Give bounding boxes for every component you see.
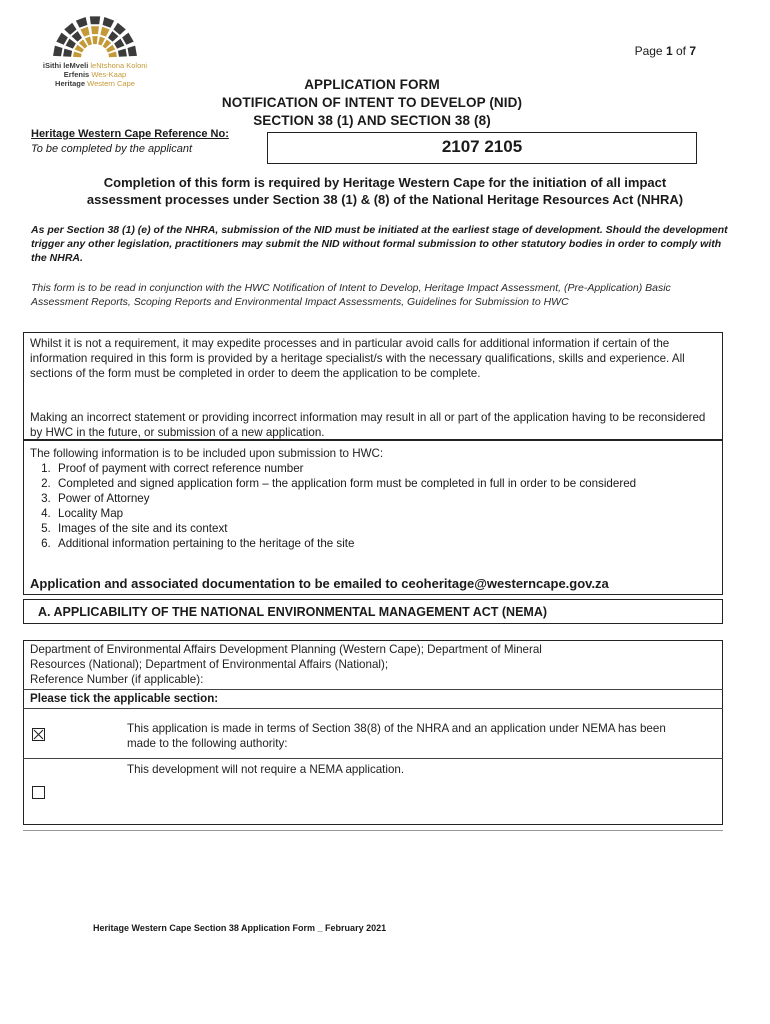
logo-fan-block [122, 33, 134, 45]
page-footer: Heritage Western Cape Section 38 Application Form _ February 2021 [93, 923, 387, 933]
logo-fan-block [118, 49, 127, 57]
nema-applied-checkbox[interactable] [32, 728, 45, 741]
heritage-western-cape-logo [36, 8, 154, 88]
logo-fan-icon [36, 8, 154, 60]
logo-fan-block [80, 27, 89, 37]
list-item: 6. Additional information pertaining to the heritage of the site [54, 536, 764, 551]
logo-fan-block [108, 52, 117, 58]
page-number [635, 44, 696, 58]
tick-instruction: Please tick the applicable section: [30, 692, 219, 705]
divider [23, 708, 723, 709]
list-item: 2. Completed and signed application form – the application form must be completed in full in order to be considered [54, 476, 764, 491]
logo-text-afrikaans-gold: Wes-Kaap [91, 70, 127, 79]
intro-line-2: assessment processes under Section 38 (1) & (8) of the National Heritage Resources Act (NHRA) [86, 192, 684, 207]
logo-fan-block [63, 49, 72, 57]
logo-fan-block [66, 39, 76, 49]
notice-paragraph-1: Whilst it is not a requirement, it may expedite processes and in particular avoid calls for additional information if certain of the information required in this form is provided by a heritage specialist/s with the necessary qualifications, skills and experience. All sections of the form must be completed in order to deem the application to be complete. [30, 337, 685, 380]
dept-line-1: Department of Environmental Affairs Development Planning (Western Cape); Department of Mineral [30, 643, 542, 656]
logo-text-english-dark: Heritage [55, 79, 88, 88]
notice-paragraph-2: Making an incorrect statement or providing incorrect information may result in all or part of the application having to be reconsidered by HWC in the future, or submission of a new application. [30, 411, 706, 439]
logo-fan-block [90, 16, 100, 24]
logo-fan-block [100, 27, 109, 37]
logo-fan-block [56, 33, 68, 45]
logo-fan-block [108, 31, 118, 42]
page-current: 1 [665, 44, 673, 58]
logo-text-afrikaans-dark: Erfenis [63, 70, 92, 79]
list-item: 3. Power of Attorney [54, 491, 764, 506]
x-mark-icon [33, 729, 44, 740]
logo-fan-block [103, 17, 115, 28]
list-item: 4. Locality Map [54, 506, 764, 521]
divider [23, 689, 723, 690]
requirements-list [8, 461, 764, 551]
read-in-conjunction-note: This form is to be read in conjunction with the HWC Notification of Intent to Develop, Heritage Impact Assessment, (Pre-Application) Basic Assessment Reports, Scoping Reports and Environmental Impact Assessments, Guidelines for Submission to HWC [31, 282, 671, 308]
logo-fan-block [73, 52, 82, 58]
reference-value: 2107 2105 [441, 137, 523, 156]
reference-number-label: Reference Number (if applicable): [30, 673, 204, 686]
logo-text-xhosa-gold: leNtshona Koloni [90, 61, 148, 70]
nhra-note: As per Section 38 (1) (e) of the NHRA, submission of the NID must be initiated at the earliest stage of development. Should the development trigger any other legislation, practitioners may submit the NID without formal submission to other statutory bodies in order to comply with the NHRA. [31, 224, 728, 264]
page-label: Page [634, 44, 666, 58]
logo-fan-block [113, 23, 125, 35]
reference-label: Heritage Western Cape Reference No: [31, 128, 229, 140]
email-instruction: Application and associated documentation to be emailed to ceoheritage@westerncape.gov.za [30, 576, 609, 591]
form-title: APPLICATION FORM [304, 77, 440, 92]
reference-sub-label: To be completed by the applicant [31, 143, 193, 155]
option-no-nema-text: This development will not require a NEMA application. [127, 763, 405, 776]
requirements-heading: The following information is to be included upon submission to HWC: [30, 447, 384, 460]
logo-fan-block [72, 31, 82, 42]
logo-fan-block [91, 26, 99, 34]
divider [23, 830, 723, 831]
logo-text-english-gold: Western Cape [87, 79, 135, 88]
logo-fan-block [64, 23, 76, 35]
list-item: 5. Images of the site and its context [54, 521, 764, 536]
divider [23, 758, 723, 759]
page-total: 7 [689, 44, 696, 58]
list-item: 1. Proof of payment with correct reference number [54, 461, 764, 476]
logo-fan-block [92, 36, 97, 44]
dept-line-2: Resources (National); Department of Environmental Affairs (National); [30, 658, 389, 671]
logo-fan-block [53, 46, 62, 57]
form-section-title: SECTION 38 (1) AND SECTION 38 (8) [253, 113, 491, 128]
option-nema-applied-text: This application is made in terms of Section 38(8) of the NHRA and an application under NEMA has been made to the following authority: [127, 722, 666, 750]
logo-text-xhosa-dark: iSithi leMveli [42, 61, 91, 70]
intro-line-1: Completion of this form is required by Heritage Western Cape for the initiation of all impact [103, 175, 667, 190]
logo-fan-block [114, 39, 124, 49]
logo-fan-block [76, 17, 88, 28]
section-a-title: A. APPLICABILITY OF THE NATIONAL ENVIRONMENTAL MANAGEMENT ACT (NEMA) [38, 605, 548, 619]
no-nema-checkbox[interactable] [32, 786, 45, 799]
form-subtitle: NOTIFICATION OF INTENT TO DEVELOP (NID) [221, 95, 523, 110]
logo-fan-block [127, 46, 136, 57]
page-of: of [672, 44, 690, 58]
